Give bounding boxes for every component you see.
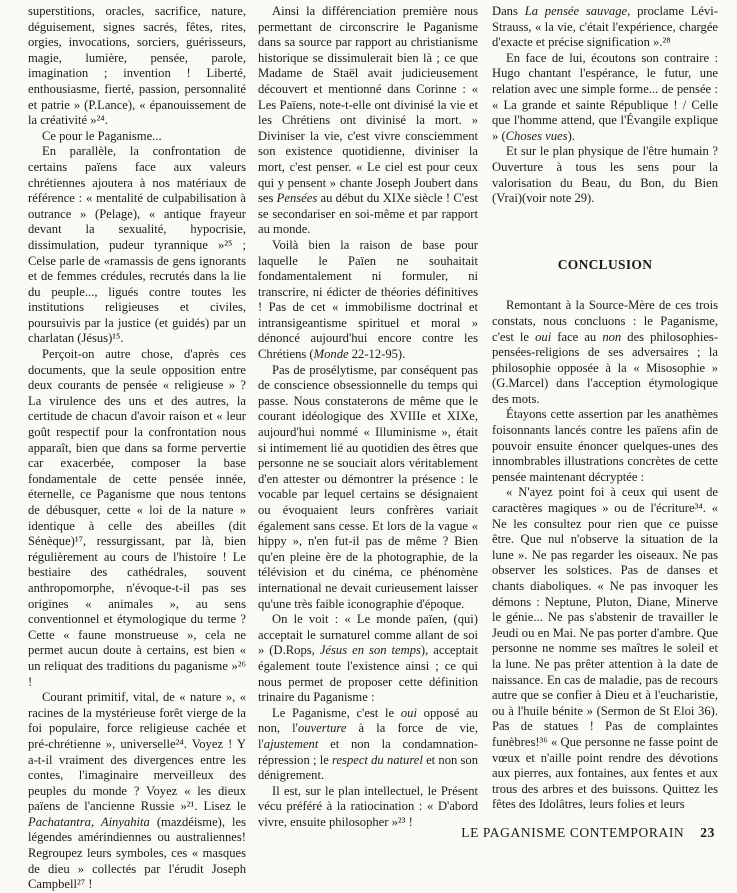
text-run: Voilà bien la raison de base pour laquelle le Païen ne souhaitait fondamentalement ni formuler, ni transcrire, ni édicter de théories définitives ! Pas de cet « immobilisme doctrinal et intransigeantisme spirituel et moral » dénoncé aujourd'hui encore contre les Chrétiens ( (258, 237, 478, 362)
text-run-italic: Monde (313, 347, 349, 362)
paragraph: superstitions, oracles, sacrifice, nature, déguisement, signes sacrés, fêtes, rites, orgies, invocations, sorciers, guérisseurs, magie, lumière, pensée, parole, imagination ; invention ! Liberté, enthousiasme, fierté, passion, personnalité et patrie » (P.Lance), « épanouissement de la créativité »²⁴. (28, 4, 246, 128)
paragraph: Il est, sur le plan intellectuel, le Présent vécu préféré à la ratiocination : « D'abord vivre, ensuite philosopher »²³ ! (258, 783, 478, 829)
paragraph (258, 4, 478, 238)
section-heading: CONCLUSION (557, 256, 653, 272)
text-run: , proclame Lévi-Strauss, « la vie, c'était l'expérience, chargée d'exacte et précise signification ».²⁸ (492, 4, 718, 50)
paragraph: En parallèle, la confrontation de certains païens face aux valeurs chrétiennes ajoutera à nos matériaux de référence : « mentalité de culpabilisation à outrance » (Pelage), « antique frayeur devant la sexualité, hypocrisie, dissimulation, pudeur tyrannique »²⁵ ; Celse parle de «ramassis de gens ignorants et de femmes crédules, recrutés dans la lie du peuple..., ligués contre toutes les institutions religieuses et civiles, poursuivis par la justice (et guidés) par un charlatan (Jésus)¹⁵. (28, 144, 246, 346)
paragraph: « N'ayez point foi à ceux qui usent de caractères magiques » ou de l'écriture³⁴. « Ne les consultez pour rien que ce puisse être. Que nul n'observe la situation de la lune ». Ne pas regarder les oiseaux. Ne pas observer les solstices. Pas de danses et chants diaboliques. « Ne pas invoquer les démons : Neptune, Pluton, Diane, Minerve le génie... Ne pas s'abstenir de travailler le Jeudi ou en Mai. Ne pas porter d'ambre. Que personne ne nomme ses maîtres le soleil et la lune. Ne pas prêter attention à la date de naissance. En cas de maladie, pas de recours autre que se confier à Dieu et à l'eucharistie, ou à l'huile bénite » (Sermon de St Eloi 36). Pas de statues ! Pas de complaintes funèbres!³⁶ « Que personne ne fasse point de vœux et n'aille point rendre des dévotions aux pierres, aux fontaines, aux fentes et aux trous des arbres et des buissons. Quittez les fêtes des Idolâtres, leurs folies et leurs (492, 485, 718, 812)
text-run: au début du XIXe siècle ! C'est se secondariser en soi-même et par rapport au monde. (258, 191, 478, 237)
page-footer (461, 825, 715, 841)
text-run: 22-12-95). (348, 347, 406, 362)
text-run: Dans (492, 4, 525, 18)
paragraph: Perçoit-on autre chose, d'après ces documents, que la seule opposition entre deux courants de pensée « religieuse » ? La virulence des uns et des autres, la certitude de chacun d'avoir raison et « leur goût respectif pour la confrontation nous apparaît, bien que dans sa forme pervertie car exacerbée, composer la base fondamentale de cette pensée innée, éternelle, ce Paganisme que nous tentons de débusquer, cette « loi de la nature » identique à celle des abeilles (dit Sénèque)¹⁷, ressurgissant, par là, bien régulièrement au cours de l'histoire ! Le bestiaire des cathédrales, souvent anthropomorphe, n'évoque-t-il pas ses origines « animales », au sens conventionnel et étymologique du terme ? Cette « faune monstrueuse », cela ne permet aucun doute à certains, est bien « un reliquat des traditions du paganisme »²⁶ ! (28, 347, 246, 689)
text-run-italic: oui (535, 329, 552, 344)
paragraph: Et sur le plan physique de l'être humain ? Ouverture à tous les sens pour la valorisation du Beau, du Bon, du Bien (Vrai)(voir note 29). (492, 144, 718, 206)
text-run: En face de lui, écoutons son contraire : Hugo chantant l'espérance, le futur, une relation avec une simple forme... de pensée : « La grande et sainte République ! / Celle que l'homme attend, que l'Évangile explique » ( (492, 50, 718, 143)
page-number: 23 (700, 825, 715, 840)
running-title: LE PAGANISME CONTEMPORAIN (461, 825, 685, 840)
text-run-italic: ouverture (297, 721, 347, 736)
text-run: opposé au non, l' (258, 705, 478, 736)
column-right (492, 4, 718, 813)
text-run-italic: Pensées (276, 191, 318, 206)
paragraph (258, 706, 478, 784)
text-run: Remontant à la Source-Mère de ces trois constats, nous concluons : le Paganisme, c'est le (492, 298, 718, 344)
paragraph (258, 612, 478, 706)
paragraph (28, 690, 246, 893)
paragraph (492, 298, 718, 407)
text-run-italic: La pensée sauvage (524, 4, 628, 18)
paragraph: Pas de prosélytisme, par conséquent pas de conscience obsessionnelle du temps qui passe. Nous constaterons de même que le courant idéologique des XVIIIe et XIXe, aujourd'hui nommé « Illuminisme », était si intimement lié au quotidien des êtres que personne ne se souciait alors véritablement d'en attester ou démontrer la présence : le vocable par lequel certains se désignaient ou évoquaient leurs confrères variait également sans cesse. Et lors de la vague « hippy », n'en fut-il pas de même ? Bien qu'en pleine ère de la photographie, de la télévision et du cinéma, ce phénomène international ne devait curieusement laisser qu'une très faible iconographie d'époque. (258, 362, 478, 611)
text-run: face au (551, 329, 603, 344)
text-run-italic: oui (400, 705, 417, 720)
text-run: et non son dénigrement. (258, 752, 479, 783)
paragraph (492, 4, 718, 51)
text-run: (mazdéisme), les légendes amérindiennes ou australiennes! Regroupez leurs symboles, ces « masques de dieu » collectés par l'érudit Joseph Campbell²⁷ ! (28, 814, 246, 892)
text-run: Le Paganisme, c'est le (272, 705, 401, 720)
text-run: des philosophies-pensées-religions de ses adversaires ; la philosophie opposée à la « Misosophie » (G.Marcel) dans l'acception étymologique des mots. (492, 329, 719, 406)
text-run-italic: Jésus en son temps (319, 643, 421, 658)
text-run: et non la condamnation-répression ; le (258, 736, 478, 767)
text-run-italic: respect du naturel (332, 752, 423, 767)
paragraph: Ce pour le Paganisme... (42, 128, 162, 143)
paragraph (492, 51, 718, 145)
paragraph (258, 238, 478, 363)
text-run-italic: non (602, 329, 622, 344)
text-run: On le voit : « Le monde païen, (qui) acceptait le surnaturel comme allant de soi » (D.Rops, (258, 612, 478, 658)
text-run-italic: Pachatantra, Ainyahita (28, 814, 150, 829)
text-run: ), acceptait également toute l'existence ainsi ; ce qui nous permet de proposer cette définition trinaire du Paganisme : (258, 643, 479, 705)
paragraph: Étayons cette assertion par les anathèmes foisonnants lancés contre les païens afin de pouvoir ensuite énoncer quelques-unes des innombrables illustrations concrètes de cette pensée maintenant décryptée : (492, 407, 718, 484)
column-left (28, 4, 246, 893)
text-run-italic: ajustement (263, 736, 319, 751)
text-run: Ainsi la différenciation première nous permettant de circonscrire le Paganisme dans sa source par rapport au christianisme historique se dissimulerait bien là ; ce que Madame de Staël avait judicieusement découvert et mentionné dans Corinne : « Les Païens, note-t-elle ont divinisé la vie et les Chrétiens ont divinisé la mort. » Diviniser la vie, c'est vivre consciemment son existence quotidienne, diviniser la mort, c'est penser. « Le ciel est pour ceux qui y pensent » chante Joseph Joubert dans ses (258, 4, 478, 206)
column-middle (258, 4, 478, 830)
text-run: Courant primitif, vital, de « nature », « racines de la mystérieuse forêt vierge de la foi populaire, force religieuse cachée et pré-chrétienne », universelle²⁴. Voyez ! Y a-t-il vraiment des divergences entre les contes, l'imaginaire merveilleux des peuples du monde ? Voyez « les dieux païens de l'ancienne Russie »²¹. Lisez le (28, 690, 246, 814)
text-run: ). (567, 128, 575, 143)
text-run: à la force de vie, l' (258, 721, 478, 751)
text-run-italic: Choses vues (505, 128, 568, 143)
